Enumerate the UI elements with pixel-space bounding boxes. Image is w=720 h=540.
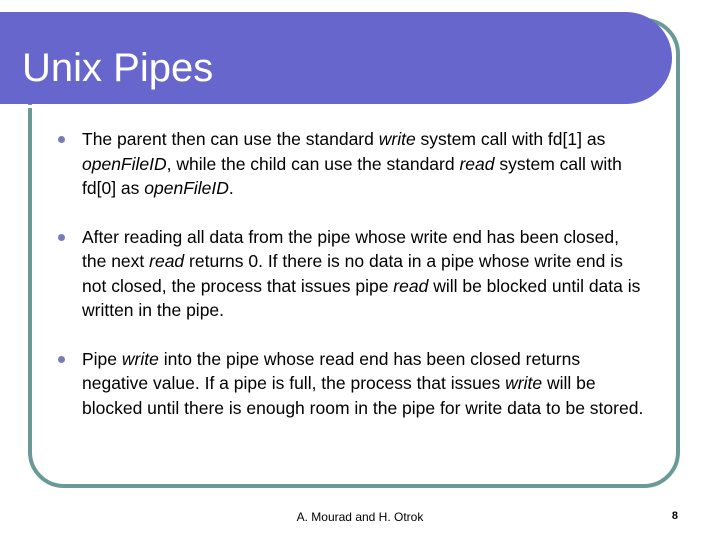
bullet-item [58,127,648,201]
bullet-text: system call with fd[1] as [415,129,606,149]
bullet-item [58,225,648,323]
bullet-text: system call with fd[0] as [82,153,622,198]
bullet-italic-term: openFileID [82,153,167,174]
bullet-text: into the pipe whose read end has been closed returns negative value. If a pipe is full, the process that issues [82,348,581,393]
title-underline [0,105,636,108]
bullet-italic-term: write [505,373,543,393]
bullet-text: will be blocked until there is enough room in the pipe for write data to be stored. [82,373,644,418]
bullet-item [58,347,648,421]
bullet-text: Pipe [82,348,122,369]
bullet-italic-term: openFileID [144,178,229,198]
bullet-dot-icon [58,136,65,143]
bullet-text: , while the child can use the standard [166,153,460,174]
bullet-italic-term: write [378,129,416,149]
bullet-text: The parent then can use the standard [82,129,379,149]
bullet-text: . [228,178,234,198]
bullet-italic-term: read [393,275,429,296]
footer-author: A. Mourad and H. Otrok [296,510,424,524]
page-number: 8 [671,510,678,522]
bullet-text: After reading all data from the pipe whose write end has been closed, the next [82,226,619,271]
bullet-dot-icon [58,234,65,241]
bullet-italic-term: read [149,251,185,271]
slide-title: Unix Pipes [22,46,214,90]
bullet-dot-icon [58,356,65,363]
bullet-italic-term: write [121,348,159,369]
bullet-italic-term: read [459,153,495,174]
title-bar [0,12,672,104]
bullet-text: returns 0. If there is no data in a pipe whose write end is not closed, the process that issues pipe [82,251,623,296]
bullet-list [58,127,648,444]
bullet-text: will be blocked until data is written in the pipe. [82,275,641,320]
